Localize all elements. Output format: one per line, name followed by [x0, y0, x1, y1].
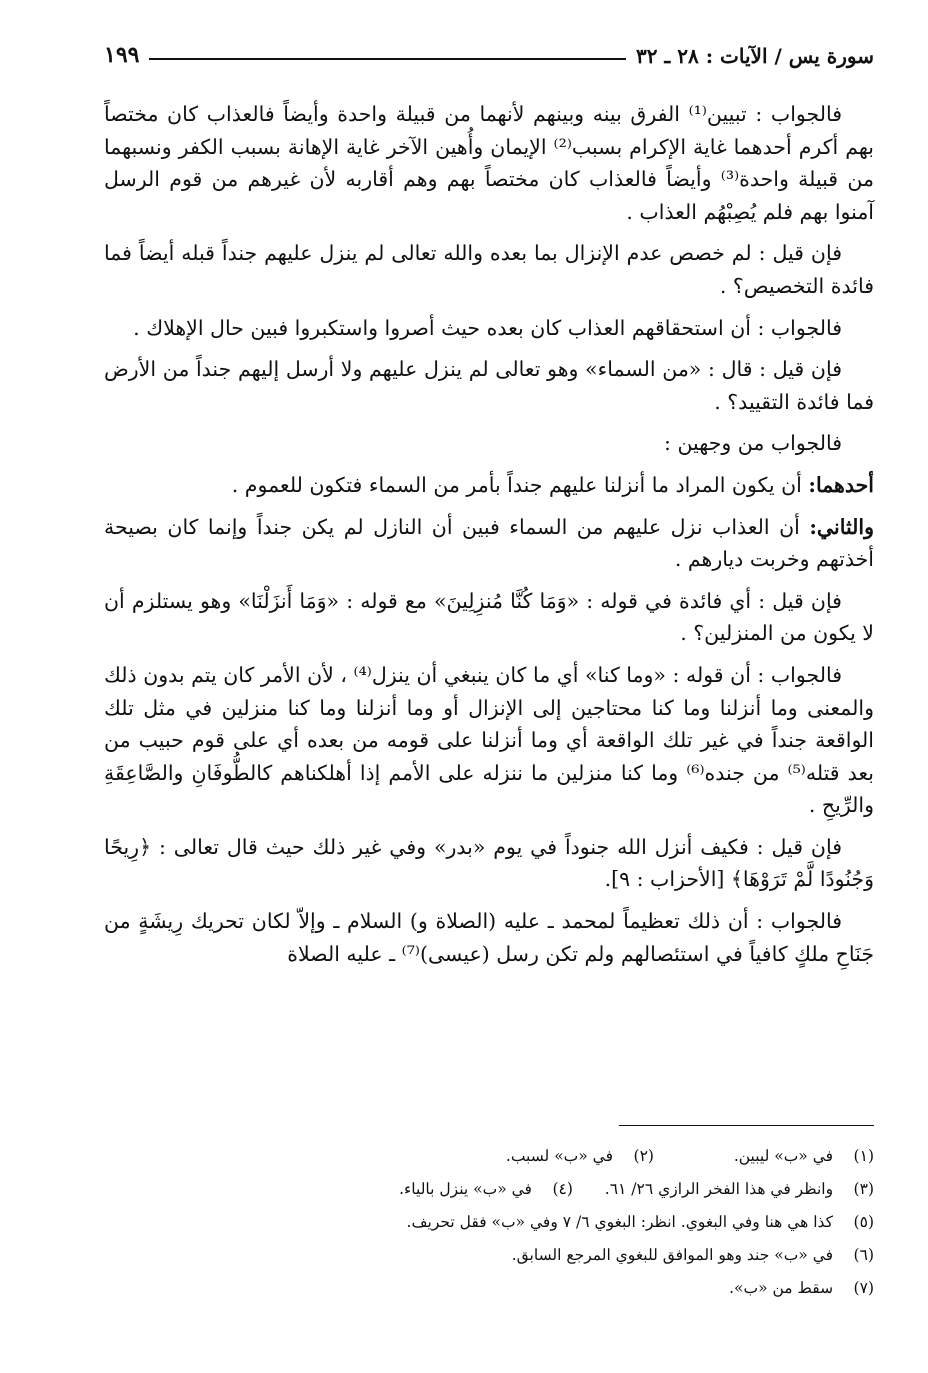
footnote-separator — [619, 1125, 874, 1126]
paragraph-text: أن العذاب نزل عليهم من السماء فبين أن النازل لم يكن جنداً وإنما كان بصيحة أخذتهم وخربت ديارهم . — [104, 514, 874, 572]
footnote-line — [104, 1239, 874, 1272]
paragraph-text: أن يكون المراد ما أنزلنا عليهم جنداً بأمر من السماء فتكون للعموم . — [231, 472, 809, 497]
paragraph-text: فالجواب : أن ذلك تعظيماً لمحمد ـ عليه (الصلاة و) السلام ـ وإلاّ لكان تحريك رِيشَةٍ من جَنَاحِ ملكٍ كافياً في استئصالهم ولم تكن رسل (عيسى)⁽⁷⁾ ـ عليه الصلاة — [104, 909, 874, 966]
paragraph — [104, 905, 874, 970]
footnote-number: (٥) — [853, 1213, 874, 1231]
footnote-number: (٤) — [552, 1180, 573, 1198]
main-text — [104, 98, 874, 979]
page-header — [104, 30, 874, 70]
footnote-text: في «ب» ينزل بالياء. — [399, 1180, 532, 1198]
footnote-line — [104, 1173, 874, 1206]
paragraph-text: فالجواب : تبيين⁽¹⁾ الفرق بينه وبينهم لأنهما من قبيلة واحدة وأيضاً فالعذاب كان مختصاً بهم أكرم أحدهما غاية الإكرام بسبب⁽²⁾ الإيمان وأُهين الآخر غاية الإهانة بسبب الكفر ونسبهما من قبيلة واحدة⁽³⁾ وأيضاً فالعذاب كان مختصاً بهم وهم أقاربه لأن غيرهم من قوم الرسل آمنوا بهم فلم يُصِبْهُم العذاب . — [104, 102, 874, 224]
paragraph-text: فإن قيل : فكيف أنزل الله جنوداً في يوم «بدر» وفي غير ذلك حيث قال تعالى : ﴿رِيحًا وَجُنُودًا لَّمْ تَرَوْهَا﴾ [الأحزاب : ٩]. — [104, 834, 874, 892]
footnote-text: وانظر في هذا الفخر الرازي ٢٦/ ٦١. — [604, 1180, 834, 1198]
paragraph-text: فالجواب : أن قوله : «وما كنا» أي ما كان ينبغي أن ينزل⁽⁴⁾ ، لأن الأمر كان يتم بدون ذلك والمعنى وما أنزلنا وما كنا محتاجين إلى الإنزال أو وما أنزلنا وما كنا منزلين في مثل تلك الواقعة جنداً في غير تلك الواقعة أي وما أنزلنا على قومه من بعده أي على قوم حبيب من بعد قتله⁽⁵⁾ من جنده⁽⁶⁾ وما كنا منزلين ما ننزله على الأمم إذا أهلكناهم كالطُّوفَانِ والصَّاعِقَةِ والرِّيحِ . — [104, 662, 874, 818]
paragraph-text: فالجواب : أن استحقاقهم العذاب كان بعده حيث أصروا واستكبروا فبين حال الإهلاك . — [133, 315, 842, 340]
footnote-number: (٣) — [853, 1180, 874, 1198]
paragraph — [104, 427, 874, 460]
paragraph-text: فالجواب من وجهين : — [664, 431, 842, 456]
paragraph — [104, 831, 874, 896]
footnote-line — [104, 1206, 874, 1239]
footnote-number: (٧) — [853, 1279, 874, 1297]
paragraph — [104, 659, 874, 822]
paragraph — [104, 98, 874, 228]
paragraph-text: فإن قيل : قال : «من السماء» وهو تعالى لم ينزل عليهم ولا أرسل إليهم جنداً من الأرض فما فائدة التقييد؟ . — [104, 357, 874, 414]
paragraph — [104, 469, 874, 502]
running-title: سورة يس / الآيات : ٢٨ ـ ٣٢ — [635, 44, 874, 68]
paragraph-lead: والثاني: — [809, 514, 874, 539]
paragraph — [104, 237, 874, 302]
footnote-text: سقط من «ب». — [729, 1279, 834, 1297]
paragraph — [104, 511, 874, 576]
footnote-number: (١) — [853, 1147, 874, 1165]
paragraph — [104, 353, 874, 418]
paragraph — [104, 312, 874, 345]
paragraph — [104, 585, 874, 650]
paragraph-text: فإن قيل : أي فائدة في قوله : «وَمَا كُنَّا مُنزِلِينَ» مع قوله : «وَمَا أَنزَلْنَا» وهو يستلزم أن لا يكون من المنزلين؟ . — [104, 588, 874, 646]
footnotes — [104, 1140, 874, 1305]
header-rule — [149, 58, 626, 60]
footnote-line — [104, 1140, 874, 1173]
footnote-text: كذا هي هنا وفي البغوي. انظر: البغوي ٦/ ٧ وفي «ب» فقل تحريف. — [406, 1213, 834, 1231]
footnote-text: في «ب» ليبين. — [733, 1147, 834, 1165]
paragraph-text: فإن قيل : لم خصص عدم الإنزال بما بعده والله تعالى لم ينزل عليهم جنداً قبله أيضاً فما فائدة التخصيص؟ . — [104, 241, 874, 298]
footnote-text: في «ب» جند وهو الموافق للبغوي المرجع السابق. — [511, 1246, 834, 1264]
footnote-number: (٢) — [633, 1147, 654, 1165]
footnote-text: في «ب» لسبب. — [505, 1147, 614, 1165]
paragraph-lead: أحدهما: — [808, 472, 874, 497]
page-number: ١٩٩ — [104, 42, 140, 68]
footnote-number: (٦) — [853, 1246, 874, 1264]
footnote-line — [104, 1272, 874, 1305]
